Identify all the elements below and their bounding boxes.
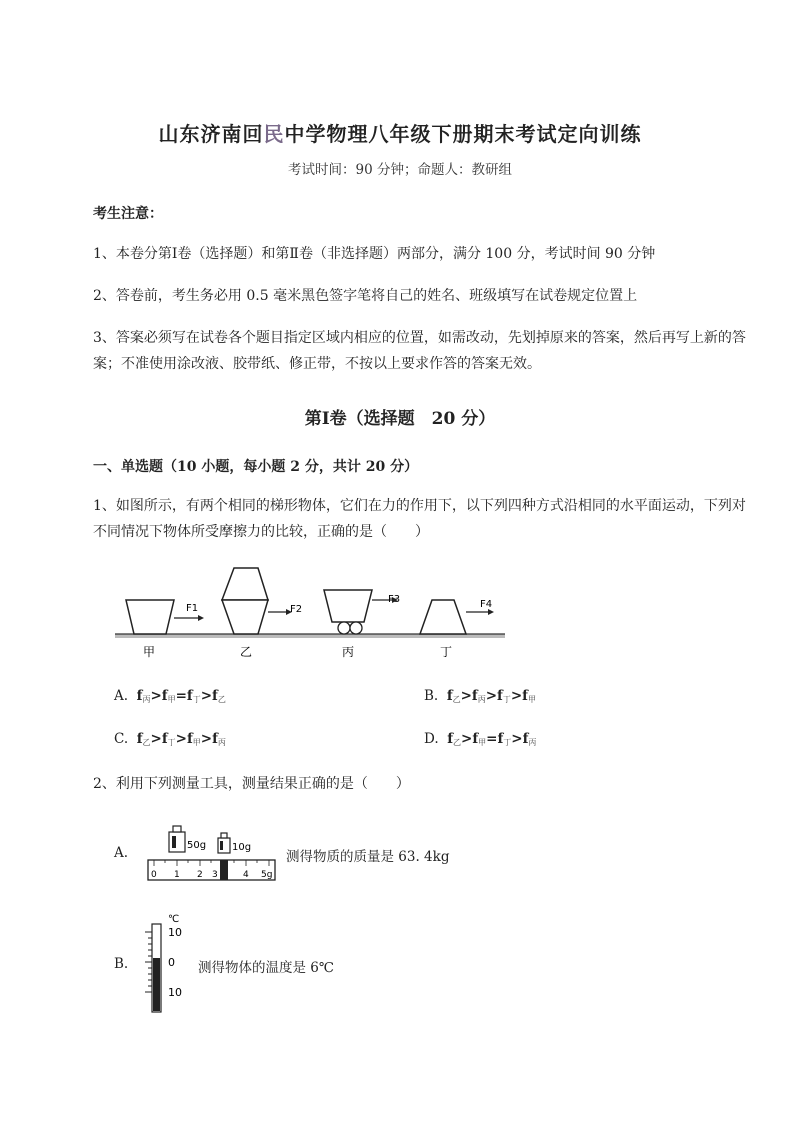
q2-option-b-text: 测得物体的温度是 6℃ — [198, 960, 334, 976]
option-term: >f — [510, 688, 528, 704]
thermometer-tick-top: 10 — [168, 926, 182, 939]
rider — [220, 860, 228, 880]
trapezoid-yi-bottom — [222, 600, 268, 634]
q1-option-b[interactable] — [424, 688, 536, 705]
scale-tick-2: 2 — [197, 870, 203, 880]
section-title: 第Ⅰ卷（选择题 20 分） — [304, 409, 496, 429]
force-label-2: F2 — [290, 604, 303, 615]
option-term: f — [446, 688, 453, 704]
weight-label-10g: 10g — [232, 842, 252, 853]
q2-option-a-letter[interactable]: A. — [114, 845, 129, 861]
weight-50g-mark — [172, 836, 176, 848]
option-term: =f — [175, 688, 193, 704]
option-letter: C. — [114, 731, 129, 747]
option-subscript: 甲 — [478, 738, 487, 747]
thermometer-tick-bottom: 10 — [168, 986, 182, 999]
q2-option-b-letter[interactable]: B. — [114, 956, 129, 972]
question-1-text: 1、如图所示，有两个相同的梯形物体，它们在力的作用下，以下列四种方式沿相同的水平面运动，下列对不同情况下物体所受摩擦力的比较，正确的是（ ） — [93, 498, 746, 540]
force-label-1: F1 — [186, 603, 199, 614]
weight-10g-knob — [221, 833, 227, 838]
scale-tick-0: 0 — [151, 870, 157, 880]
option-term: >f — [200, 688, 218, 704]
option-letter: A. — [114, 688, 129, 704]
option-subscript: 乙 — [453, 738, 462, 747]
figure-label-ding: 丁 — [440, 645, 453, 659]
trapezoid-yi-top — [222, 568, 268, 600]
q1-option-a[interactable] — [114, 688, 226, 705]
option-term: >f — [460, 688, 478, 704]
option-subscript: 甲 — [167, 695, 176, 704]
option-subscript: 甲 — [192, 738, 201, 747]
note-item-1: 1、本卷分第Ⅰ卷（选择题）和第Ⅱ卷（非选择题）两部分，满分 100 分，考试时间 90 分钟 — [93, 246, 656, 262]
option-subscript: 丁 — [167, 738, 176, 747]
option-subscript: 丙 — [528, 738, 537, 747]
figure-label-jia: 甲 — [143, 645, 156, 659]
friction-figure — [110, 560, 510, 670]
weight-50g-body — [169, 832, 185, 852]
option-term: >f — [150, 731, 168, 747]
notes-heading: 考生注意： — [93, 206, 163, 222]
option-term: >f — [511, 731, 529, 747]
q1-option-d[interactable] — [424, 731, 536, 748]
option-term: >f — [485, 688, 503, 704]
option-subscript: 乙 — [217, 695, 226, 704]
option-term: =f — [486, 731, 504, 747]
weight-50g-knob — [173, 826, 181, 832]
thermometer-tick-zero: 0 — [168, 956, 175, 969]
weight-10g-mark — [220, 841, 223, 850]
thermometer-ticks — [145, 932, 152, 992]
option-term: f — [136, 688, 143, 704]
figure-label-bing: 丙 — [342, 645, 355, 659]
option-letter: D. — [424, 731, 439, 747]
option-subscript: 甲 — [528, 695, 536, 704]
note-item-3: 3、答案必须写在试卷各个题目指定区域内相应的位置，如需改动，先划掉原来的答案，然后再写上新的答案；不准使用涂改液、胶带纸、修正带，不按以上要求作答的答案无效。 — [93, 330, 746, 372]
scale-tick-1: 1 — [174, 870, 180, 880]
trapezoid-ding — [420, 600, 466, 634]
exam-subtitle: 考试时间：90 分钟；命题人：教研组 — [288, 162, 512, 178]
force-arrowhead-1 — [198, 615, 204, 621]
option-subscript: 丙 — [142, 695, 151, 704]
option-subscript: 乙 — [142, 738, 151, 747]
option-term: >f — [200, 731, 218, 747]
force-label-4: F4 — [480, 599, 493, 610]
option-term: f — [447, 731, 454, 747]
trapezoid-jia — [126, 600, 174, 634]
roller-right — [350, 622, 362, 634]
option-subscript: 丁 — [503, 738, 512, 747]
q1-option-c[interactable] — [114, 731, 226, 748]
roller-left — [338, 622, 350, 634]
exam-title: 山东济南回民中学物理八年级下册期末考试定向训练 — [158, 122, 642, 146]
thermometer-liquid — [153, 958, 160, 1011]
thermometer-figure — [142, 910, 192, 1014]
option-term: >f — [461, 731, 479, 747]
trapezoid-bing — [324, 590, 372, 622]
option-term: >f — [150, 688, 168, 704]
option-term: >f — [175, 731, 193, 747]
scale-tick-5: 5g — [261, 870, 273, 880]
option-subscript: 丁 — [502, 695, 511, 704]
option-subscript: 丁 — [192, 695, 201, 704]
option-term: f — [136, 731, 143, 747]
figure-label-yi: 乙 — [240, 645, 253, 659]
weight-10g-body — [218, 838, 230, 853]
scale-tick-3: 3 — [212, 870, 218, 880]
option-subscript: 丙 — [477, 695, 486, 704]
question-2-text: 2、利用下列测量工具，测量结果正确的是（ ） — [93, 776, 410, 792]
force-label-3: F3 — [388, 594, 401, 605]
scale-tick-4: 4 — [243, 870, 249, 880]
weight-label-50g: 50g — [187, 840, 207, 851]
q2-option-a-text: 测得物质的质量是 63. 4kg — [286, 849, 450, 865]
balance-scale-figure — [144, 820, 279, 884]
thermometer-unit: ℃ — [168, 914, 180, 925]
part-heading: 一、单选题（10 小题，每小题 2 分，共计 20 分） — [93, 459, 419, 475]
option-subscript: 丙 — [217, 738, 226, 747]
option-letter: B. — [424, 688, 439, 704]
note-item-2: 2、答卷前，考生务必用 0.5 毫米黑色签字笔将自己的姓名、班级填写在试卷规定位置上 — [93, 288, 638, 304]
option-subscript: 乙 — [452, 695, 461, 704]
